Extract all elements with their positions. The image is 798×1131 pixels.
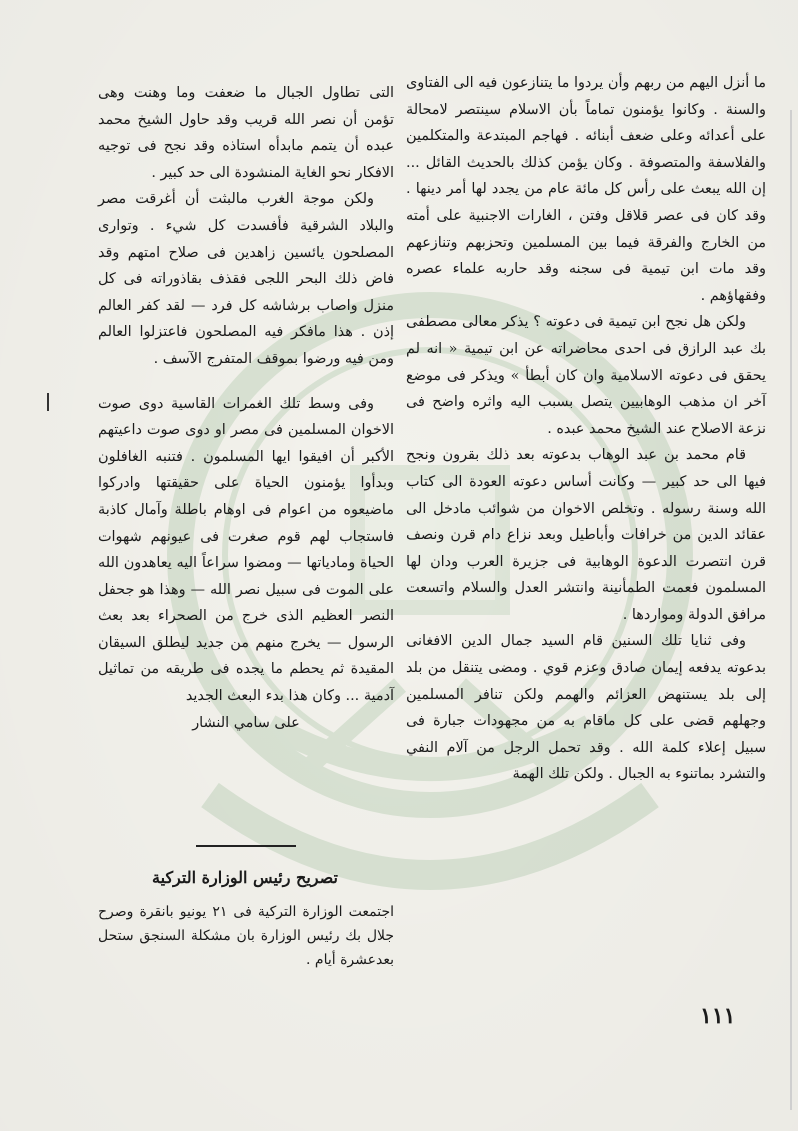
right-column — [406, 70, 766, 788]
left-column — [98, 80, 394, 736]
right-paragraph-4: وفى ثنايا تلك السنين قام السيد جمال الدين الافغانى بدعوته يدفعه إيمان صادق وعزم قوي . ومضى يتنقل من بلد إلى بلد يستنهض العزائم والهمم ولكن تنافر المسلمين وجهلهم قضى على كل ماقام به من مجهودات جبارة فى سبيل إعلاء كلمة الله . وقد تحمل الرجل من آلام النفي والتشرد بماتنوء به الجبال . ولكن تلك الهمة — [406, 633, 766, 783]
margin-mark — [47, 393, 49, 411]
left-paragraph-2: ولكن موجة الغرب مالبثت أن أغرقت مصر والبلاد الشرقية فأفسدت كل شيء . وتوارى المصلحون يائسين زاهدين فى صلاح امتهم وقد فاض ذلك البحر اللجى فقذف بقاذوراته فى كل منزل واصاب برشاشه كل فرد — لقد كفر العالم إذن . هذا مافكر فيه المصلحون فاعتزلوا العالم ومن فيه ورضوا بموقف المتفرج الآسف . — [98, 191, 394, 367]
right-paragraph-1: ما أنزل اليهم من ربهم وأن يردوا ما يتنازعون فيه الى الفتاوى والسنة . وكانوا يؤمنون تماماً بأن الاسلام سينتصر لامحالة على أعدائه وعلى ضعف أبنائه . فهاجم المبتدعة والمتكلمين والفلاسفة والمتصوفة . وكان يؤمن كذلك بالحديث القائل ... إن الله يبعث على رأس كل مائة عام من يجدد لها أمر دينها . وقد كان فى عصر قلاقل وفتن ، الغارات الاجنبية على أمته من الخارج والفرقة فيما بين المسلمين وتحزبهم وتنازعهم وقد مات ابن تيمية فى سجنه وقد حاربه علماء عصره وفقهاؤهم . — [406, 75, 766, 304]
right-paragraph-2: ولكن هل نجح ابن تيمية فى دعوته ؟ يذكر معالى مصطفى بك عبد الرازق فى احدى محاضراته عن ابن تيمية « انه لم يحقق فى دعوته الاسلامية وان كان أبطأ » ويذكر فى موضع آخر ان مذهب الوهابيين يتصل بسبب اليه واثره واضح فى نزعة الاصلاح عند الشيخ محمد عبده . — [406, 314, 766, 437]
scan-edge — [790, 110, 792, 1110]
left-paragraph-3: وفى وسط تلك الغمرات القاسية دوى صوت الاخوان المسلمين فى مصر او دوى صوت داعيتهم الأكبر أن افيقوا ايها المسلمون . فتنبه الغافلون وبدأوا يؤمنون الحياة على حقيقتها وادركوا ماضيعوه من اعوام فى اوهام باطلة وآمال كاذبة فاستجاب لهم قوم صغرت فى عيونهم شهوات الحياة ومادياتها — ومضوا سراعاً اليه يعاهدون الله على الموت فى سبيل نصر الله — وهذا هو جحفل النصر العظيم الذى خرج من الصحراء بعد بعث الرسول — يخرج منهم من جديد ليطلق السيقان المقيدة ثم يحطم ما يجده فى طريقه من تماثيل آدمية ... وكان هذا بدء البعث الجديد — [98, 395, 394, 705]
left-paragraph-1: التى تطاول الجبال ما ضعفت وما وهنت وهى تؤمن أن نصر الله قريب وقد حاول الشيخ محمد عبده أن يتمم مابدأه استاذه وقد نجح فى توجيه الافكار نحو الغاية المنشودة الى حد كبير . — [98, 85, 394, 181]
news-headline: تصريح رئيس الوزارة التركية — [152, 868, 338, 887]
news-text: اجتمعت الوزارة التركية فى ٢١ يونيو بانقرة وصرح جلال بك رئيس الوزارة بان مشكلة السنجق ستحل بعدعشرة أيام . — [98, 904, 394, 968]
author-signature: على سامي النشار — [192, 714, 300, 731]
section-divider — [196, 845, 296, 847]
page-number: ١١١ — [700, 1003, 736, 1029]
right-paragraph-3: قام محمد بن عبد الوهاب بدعوته بعد ذلك بقرون ونجح فيها الى حد كبير — وكانت أساس دعوته العودة الى كتاب الله وسنة رسوله . وتخلص الاخوان من شوائب مادخل الى عقائد الدين من خرافات وأباطيل وبعد نزاع دام قرن ونصف قرن انتصرت الدعوة الوهابية فى جزيرة العرب ودان لها المسلمون فعمت الطمأنينة وانتشر العدل والسلام واتسعت مرافق الدولة ومواردها . — [406, 447, 766, 623]
